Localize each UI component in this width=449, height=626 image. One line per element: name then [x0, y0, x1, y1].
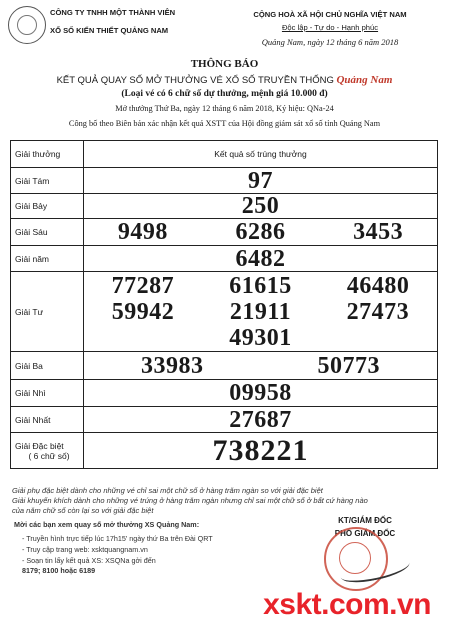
col-prize-header: Giải thưởng: [11, 141, 84, 168]
contact-line2: - Truy cập trang web: xsktquangnam.vn: [22, 545, 148, 554]
draw-info: Mở thưởng Thứ Ba, ngày 12 tháng 6 năm 2018, Ký hiệu: QNa-24: [115, 104, 334, 113]
company-logo: [8, 6, 46, 44]
signature-role1: KT/GIÁM ĐỐC: [338, 516, 392, 525]
number-row: [84, 220, 437, 244]
prize-number-g8: 97: [84, 168, 438, 194]
row-g5: [11, 246, 438, 272]
prize-number-g6-3: 3453: [353, 219, 404, 245]
number-row: [84, 274, 437, 298]
note-line-2: Giải khuyến khích dành cho những vé trúng ở hàng trăm ngàn nhưng chỉ sai một chữ số ở bất cứ hàng nào: [12, 496, 368, 505]
row-g8: [11, 168, 438, 194]
notice-subtitle: [0, 74, 449, 86]
subtitle-place: Quảng Nam: [336, 74, 393, 86]
prize-number-g4-1: 77287: [111, 272, 175, 299]
announce-line: Công bố theo Biên bản xác nhận kết quả XSTT của Hội đồng giám sát xổ số tỉnh Quảng Nam: [68, 119, 381, 128]
note-line-1: Giải phụ đặc biệt dành cho những vé chỉ sai một chữ số ở hàng trăm ngàn so với giải đặc biệt: [12, 486, 323, 495]
prize-label-g8: Giải Tám: [11, 168, 84, 194]
ticket-info: (Loại vé có 6 chữ số dự thưởng, mệnh giá 10.000 đ): [121, 89, 328, 99]
prize-number-g6-1: 9498: [117, 219, 168, 245]
prize-number-g4-3: 46480: [346, 272, 410, 299]
prize-number-g4-4: 59942: [111, 298, 175, 325]
prize-cell-g4: [84, 272, 438, 352]
prize-label-gdb: Giải Đặc biệt: [15, 440, 64, 451]
company-line2: XỔ SỐ KIẾN THIẾT QUẢNG NAM: [50, 26, 169, 35]
prize-label-g7: Giải Bảy: [11, 194, 84, 219]
prize-number-g5: 6482: [84, 246, 438, 272]
number-row: [84, 300, 437, 324]
signature-role2: PHÓ GIÁM ĐỐC: [334, 529, 396, 538]
row-g7: [11, 194, 438, 219]
prize-label-gdb-sub: ( 6 chữ số): [28, 450, 70, 461]
prize-number-g7: 250: [84, 194, 438, 219]
prize-label-g6: Giải Sáu: [11, 219, 84, 246]
prize-cell-g3: [84, 352, 438, 380]
prize-label-g5: Giải năm: [11, 246, 84, 272]
prize-number-g6-2: 6286: [235, 219, 286, 245]
table-header: [11, 141, 438, 168]
subtitle-prefix: KẾT QUẢ QUAY SỐ MỞ THƯỞNG VÉ XỔ SỐ TRUYỀN THỐNG: [56, 75, 334, 86]
prize-number-g4-2: 61615: [229, 272, 292, 299]
contact-line3: - Soạn tin lấy kết quả XS: XSQNa gởi đến: [22, 556, 156, 565]
number-row: [84, 354, 437, 378]
contact-intro: Mời các bạn xem quay số mở thưởng XS Quảng Nam:: [14, 520, 200, 529]
prize-cell-g6: [84, 219, 438, 246]
prize-number-g2: 09958: [84, 380, 438, 407]
row-g2: [11, 380, 438, 407]
prize-number-g4-5: 21911: [229, 298, 292, 325]
row-g1: [11, 407, 438, 433]
motto: Độc lập - Tự do - Hạnh phúc: [281, 23, 379, 32]
prize-number-g3-2: 50773: [317, 352, 380, 379]
nation-title: CỘNG HOÀ XÃ HỘI CHỦ NGHĨA VIỆT NAM: [253, 10, 407, 19]
row-gdb: [11, 433, 438, 469]
prize-number-g1: 27687: [84, 407, 438, 433]
company-line1: CÔNG TY TNHH MỘT THÀNH VIÊN: [50, 8, 176, 17]
prize-number-g4-6: 27473: [346, 298, 410, 325]
prize-label-g1: Giải Nhất: [11, 407, 84, 433]
row-g4: [11, 272, 438, 352]
watermark-text: xskt.com.vn: [263, 588, 431, 621]
prize-label-g3: Giải Ba: [11, 352, 84, 380]
prize-number-g3-1: 33983: [141, 352, 204, 379]
prize-number-gdb: 738221: [84, 433, 438, 469]
notice-title: THÔNG BÁO: [190, 58, 259, 70]
note-line-3: của năm chữ số còn lại so với giải đặc biệt: [12, 506, 154, 515]
results-table: [10, 140, 438, 469]
prize-label-gdb-cell: [11, 433, 84, 469]
contact-line1: - Truyền hình trực tiếp lúc 17h15' ngày thứ Ba trên Đài QRT: [22, 534, 213, 543]
prize-label-g2: Giải Nhì: [11, 380, 84, 407]
contact-line4: 8179; 8100 hoặc 6189: [22, 566, 96, 575]
row-g3: [11, 352, 438, 380]
prize-label-g4: Giải Tư: [11, 272, 84, 352]
row-g6: [11, 219, 438, 246]
prize-number-g4-7: 49301: [229, 324, 292, 351]
col-result-header: Kết quả số trúng thưởng: [84, 141, 438, 168]
date-line: Quảng Nam, ngày 12 tháng 6 năm 2018: [261, 37, 399, 47]
